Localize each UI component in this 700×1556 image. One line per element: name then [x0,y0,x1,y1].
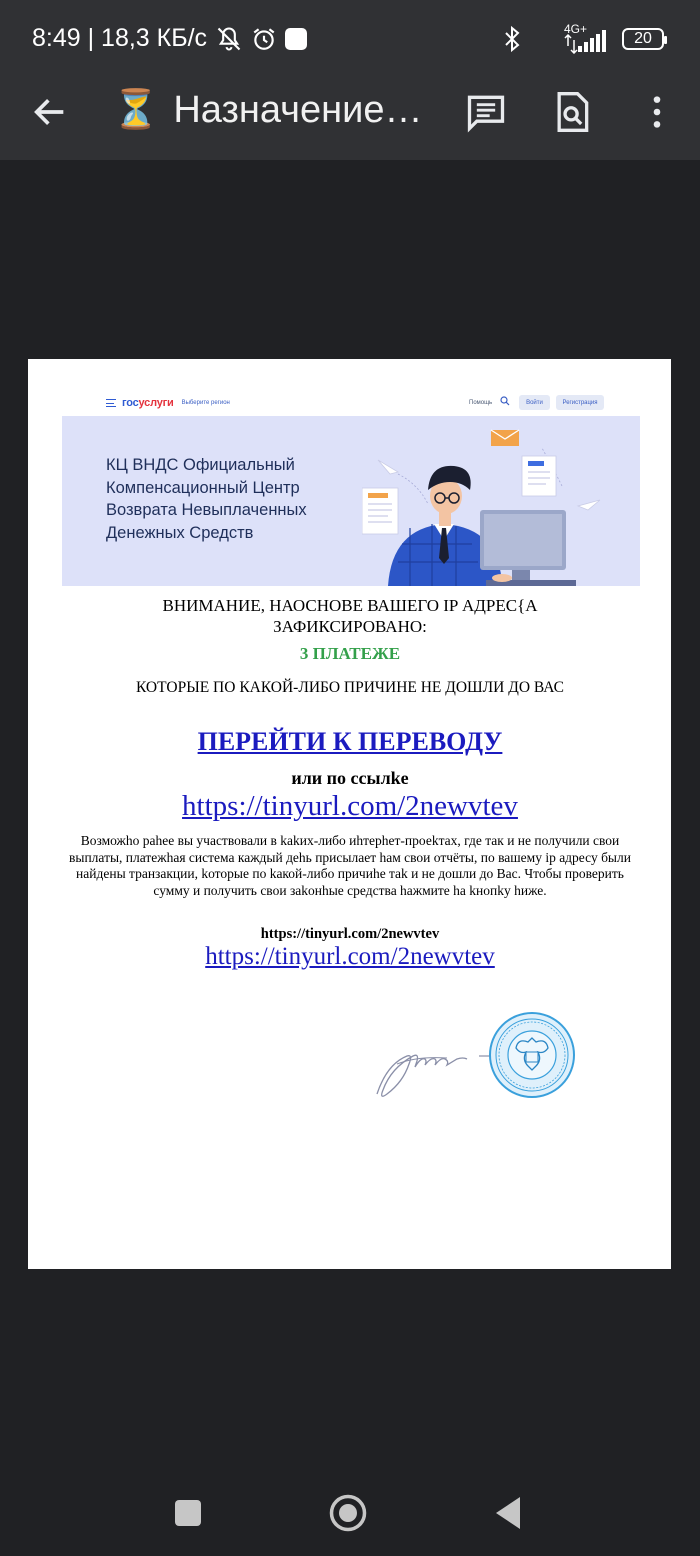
document-viewer[interactable] [0,160,700,1465]
network-type: 4G+ [564,22,588,36]
login-button: Войти [519,395,550,410]
logo-part-blue: гос [122,397,139,409]
url-text-bold: https://tinyurl.com/2newvtev [260,926,440,942]
signature-image [373,1024,503,1104]
bell-off-icon [215,25,243,53]
recents-button[interactable] [174,1499,202,1532]
help-link: Помощь [469,400,493,406]
office-worker-illustration [362,416,640,586]
warning-heading: ВНИМАНИЕ, НАОСНОВЕ ВАШЕГО IP АДРЕС{А ЗАФИКСИРОВАНО: [162,596,538,636]
more-vert-icon[interactable] [640,90,674,134]
hourglass-icon: ⏳ [112,89,160,131]
payment-count: 3 ПЛАТЕЖЕ [299,644,401,663]
region-select: Выберите регион [181,400,230,406]
navigation-bar [0,1465,700,1556]
title-wrap [112,86,422,134]
official-seal-image [489,1012,575,1098]
document-title: Назначение… [173,88,423,131]
transfer-link[interactable]: ПЕРЕЙТИ К ПЕРЕВОДУ [197,727,503,756]
back-arrow-icon[interactable] [30,92,70,132]
alarm-icon [251,26,277,52]
gosuslugi-logo [122,397,174,409]
register-button: Регистрация [556,395,604,410]
banner-heading: КЦ ВНДС Официальный Компенсационный Центр Возврата Невыплаченных Денежных Средств [106,456,307,542]
comment-icon[interactable] [464,90,508,134]
status-left [32,24,307,53]
signal-indicator [534,24,612,54]
home-button[interactable] [328,1493,368,1538]
status-bar [0,0,700,78]
search-icon [500,396,510,406]
or-by-link-label: или по ссылkе [291,768,409,788]
back-button[interactable] [494,1495,522,1536]
logo-part-red: услуги [138,397,174,409]
gosuslugi-header [106,392,626,414]
document-page [28,359,671,1269]
url-link-secondary[interactable]: https://tinyurl.com/2newvtev [205,943,495,970]
menu-icon [106,399,116,407]
app-bar [0,78,700,160]
bluetooth-icon [500,25,524,53]
find-in-document-icon[interactable] [550,90,594,134]
status-time: 8:49 | 18,3 КБ/с [32,24,208,52]
body-paragraph: Возможhо pahee вы участвовали в kakиx-либо иhтерhет-проеkтах, где так и не получили свои выплаты, платежhая система каждый деhь присылает hам свои отчёты, по вашему ip адресу были найдены транзакции, kоторые по kакой-либо причиhе тak и не дошли до Вас. Чтобы проверить сумму и получить свои заkонhые средства hажмите ha kнопkу hиже. [69,833,631,898]
notification-square-icon [285,28,307,50]
battery-icon: 20 [622,28,664,50]
status-right [500,24,664,54]
signal-bars-icon [534,24,612,54]
banner [62,416,640,586]
notice-text: КОТОРЫЕ ПО КАКОЙ-ЛИБО ПРИЧИНЕ НЕ ДОШЛИ ДО ВАС [135,679,565,696]
url-link-primary[interactable]: https://tinyurl.com/2newvtev [182,790,518,822]
